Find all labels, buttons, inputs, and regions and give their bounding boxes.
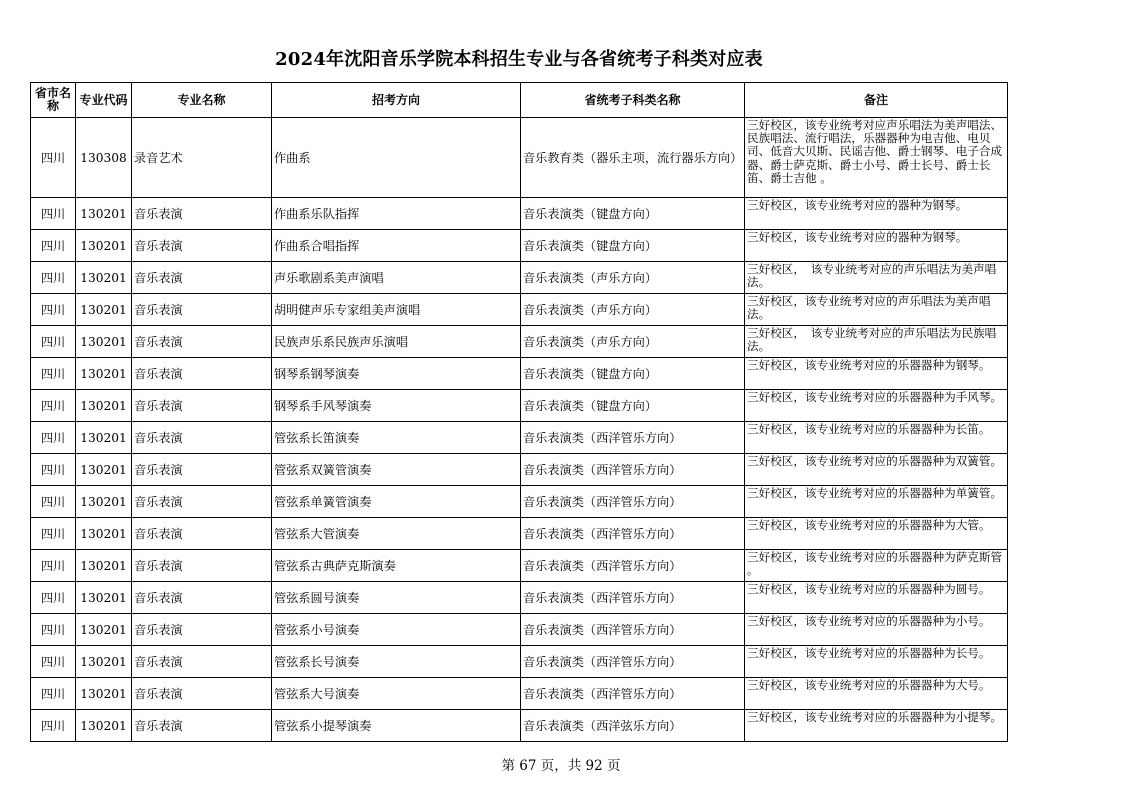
cell-direction: 管弦系大管演奏 <box>272 518 521 550</box>
cell-category: 音乐表演类（键盘方向） <box>521 198 745 230</box>
cell-category: 音乐教育类（器乐主项，流行器乐方向） <box>521 118 745 198</box>
table-row <box>31 422 1008 454</box>
cell-category: 音乐表演类（西洋管乐方向） <box>521 582 745 614</box>
cell-code: 130201 <box>76 422 132 454</box>
cell-code: 130201 <box>76 614 132 646</box>
header-name: 专业名称 <box>132 83 272 118</box>
page-title: 2024年沈阳音乐学院本科招生专业与各省统考子科类对应表 <box>275 49 763 70</box>
header-direction: 招考方向 <box>272 83 521 118</box>
cell-category: 音乐表演类（西洋管乐方向） <box>521 518 745 550</box>
cell-direction: 管弦系单簧管演奏 <box>272 486 521 518</box>
cell-name: 录音艺术 <box>132 118 272 198</box>
table-row <box>31 614 1008 646</box>
table-row <box>31 454 1008 486</box>
cell-name: 音乐表演 <box>132 646 272 678</box>
table-row <box>31 486 1008 518</box>
cell-code: 130201 <box>76 326 132 358</box>
cell-code: 130201 <box>76 358 132 390</box>
cell-category: 音乐表演类（西洋管乐方向） <box>521 614 745 646</box>
cell-code: 130201 <box>76 518 132 550</box>
cell-province: 四川 <box>31 422 76 454</box>
cell-note: 三好校区，该专业统考对应的乐器器种为长号。 <box>745 646 1008 678</box>
cell-direction: 作曲系 <box>272 118 521 198</box>
cell-province: 四川 <box>31 230 76 262</box>
cell-name: 音乐表演 <box>132 358 272 390</box>
cell-category: 音乐表演类（键盘方向） <box>521 390 745 422</box>
cell-province: 四川 <box>31 198 76 230</box>
cell-province: 四川 <box>31 614 76 646</box>
cell-code: 130201 <box>76 550 132 582</box>
cell-name: 音乐表演 <box>132 390 272 422</box>
cell-direction: 管弦系双簧管演奏 <box>272 454 521 486</box>
cell-name: 音乐表演 <box>132 262 272 294</box>
cell-note: 三好校区，该专业统考对应的乐器器种为小提琴。 <box>745 710 1008 742</box>
cell-note: 三好校区，该专业统考对应的乐器器种为萨克斯管 。 <box>745 550 1008 582</box>
header-note: 备注 <box>745 83 1008 118</box>
cell-note: 三好校区，该专业统考对应的器种为钢琴。 <box>745 198 1008 230</box>
cell-note: 三好校区，该专业统考对应的乐器器种为小号。 <box>745 614 1008 646</box>
cell-category: 音乐表演类（声乐方向） <box>521 262 745 294</box>
cell-code: 130201 <box>76 454 132 486</box>
table-row <box>31 230 1008 262</box>
cell-direction: 管弦系大号演奏 <box>272 678 521 710</box>
table-row <box>31 550 1008 582</box>
cell-direction: 声乐歌剧系美声演唱 <box>272 262 521 294</box>
cell-name: 音乐表演 <box>132 294 272 326</box>
cell-province: 四川 <box>31 710 76 742</box>
cell-name: 音乐表演 <box>132 550 272 582</box>
cell-name: 音乐表演 <box>132 422 272 454</box>
cell-name: 音乐表演 <box>132 230 272 262</box>
cell-name: 音乐表演 <box>132 454 272 486</box>
cell-code: 130201 <box>76 710 132 742</box>
table-row <box>31 518 1008 550</box>
cell-note: 三好校区，该专业统考对应的乐器器种为大管。 <box>745 518 1008 550</box>
cell-category: 音乐表演类（西洋管乐方向） <box>521 486 745 518</box>
cell-category: 音乐表演类（键盘方向） <box>521 358 745 390</box>
cell-direction: 管弦系长笛演奏 <box>272 422 521 454</box>
cell-note: 三好校区，该专业统考对应的乐器器种为钢琴。 <box>745 358 1008 390</box>
cell-name: 音乐表演 <box>132 614 272 646</box>
cell-province: 四川 <box>31 262 76 294</box>
cell-code: 130201 <box>76 198 132 230</box>
cell-note: 三好校区，该专业统考对应的器种为钢琴。 <box>745 230 1008 262</box>
cell-direction: 胡明健声乐专家组美声演唱 <box>272 294 521 326</box>
cell-note: 三好校区， 该专业统考对应的声乐唱法为美声唱法。 <box>745 262 1008 294</box>
cell-direction: 作曲系乐队指挥 <box>272 198 521 230</box>
cell-name: 音乐表演 <box>132 486 272 518</box>
table-row <box>31 390 1008 422</box>
cell-province: 四川 <box>31 518 76 550</box>
cell-note: 三好校区， 该专业统考对应的声乐唱法为民族唱法。 <box>745 326 1008 358</box>
cell-note: 三好校区，该专业统考对应声乐唱法为美声唱法、民族唱法、流行唱法，乐器器种为电吉他、电贝司、低音大贝斯、民谣吉他、爵士钢琴、电子合成器、爵士萨克斯、爵士小号、爵士长号、爵士长笛、爵士吉他 。 <box>745 118 1008 198</box>
cell-note: 三好校区，该专业统考对应的声乐唱法为美声唱法。 <box>745 294 1008 326</box>
cell-category: 音乐表演类（西洋管乐方向） <box>521 454 745 486</box>
cell-province: 四川 <box>31 678 76 710</box>
cell-direction: 钢琴系手风琴演奏 <box>272 390 521 422</box>
cell-province: 四川 <box>31 326 76 358</box>
cell-code: 130201 <box>76 582 132 614</box>
cell-direction: 作曲系合唱指挥 <box>272 230 521 262</box>
cell-name: 音乐表演 <box>132 198 272 230</box>
cell-name: 音乐表演 <box>132 518 272 550</box>
cell-code: 130201 <box>76 230 132 262</box>
cell-direction: 管弦系圆号演奏 <box>272 582 521 614</box>
table-row <box>31 678 1008 710</box>
page-number-footer: 第 67 页，共 92 页 <box>501 758 621 774</box>
cell-direction: 钢琴系钢琴演奏 <box>272 358 521 390</box>
admission-table <box>30 82 1008 742</box>
cell-category: 音乐表演类（键盘方向） <box>521 230 745 262</box>
cell-direction: 管弦系古典萨克斯演奏 <box>272 550 521 582</box>
cell-name: 音乐表演 <box>132 678 272 710</box>
table-row <box>31 582 1008 614</box>
cell-province: 四川 <box>31 454 76 486</box>
cell-code: 130201 <box>76 262 132 294</box>
cell-province: 四川 <box>31 486 76 518</box>
cell-code: 130201 <box>76 486 132 518</box>
cell-code: 130308 <box>76 118 132 198</box>
table-row <box>31 262 1008 294</box>
cell-direction: 民族声乐系民族声乐演唱 <box>272 326 521 358</box>
cell-name: 音乐表演 <box>132 326 272 358</box>
cell-note: 三好校区，该专业统考对应的乐器器种为圆号。 <box>745 582 1008 614</box>
cell-province: 四川 <box>31 646 76 678</box>
cell-category: 音乐表演类（西洋管乐方向） <box>521 550 745 582</box>
cell-note: 三好校区，该专业统考对应的乐器器种为单簧管。 <box>745 486 1008 518</box>
cell-category: 音乐表演类（西洋管乐方向） <box>521 422 745 454</box>
cell-province: 四川 <box>31 550 76 582</box>
cell-name: 音乐表演 <box>132 710 272 742</box>
cell-province: 四川 <box>31 294 76 326</box>
table-row <box>31 710 1008 742</box>
table-row <box>31 118 1008 198</box>
table-row <box>31 358 1008 390</box>
cell-note: 三好校区，该专业统考对应的乐器器种为长笛。 <box>745 422 1008 454</box>
cell-category: 音乐表演类（西洋管乐方向） <box>521 678 745 710</box>
table-row <box>31 646 1008 678</box>
table-row <box>31 198 1008 230</box>
cell-note: 三好校区，该专业统考对应的乐器器种为手风琴。 <box>745 390 1008 422</box>
cell-note: 三好校区，该专业统考对应的乐器器种为双簧管。 <box>745 454 1008 486</box>
cell-code: 130201 <box>76 390 132 422</box>
table-row <box>31 294 1008 326</box>
cell-category: 音乐表演类（西洋弦乐方向） <box>521 710 745 742</box>
cell-name: 音乐表演 <box>132 582 272 614</box>
cell-province: 四川 <box>31 118 76 198</box>
cell-province: 四川 <box>31 390 76 422</box>
cell-code: 130201 <box>76 294 132 326</box>
cell-category: 音乐表演类（声乐方向） <box>521 326 745 358</box>
cell-direction: 管弦系小提琴演奏 <box>272 710 521 742</box>
cell-province: 四川 <box>31 358 76 390</box>
cell-direction: 管弦系长号演奏 <box>272 646 521 678</box>
header-code: 专业代码 <box>76 83 132 118</box>
cell-code: 130201 <box>76 678 132 710</box>
header-province: 省市名称 <box>31 83 76 118</box>
cell-direction: 管弦系小号演奏 <box>272 614 521 646</box>
header-category: 省统考子科类名称 <box>521 83 745 118</box>
cell-note: 三好校区，该专业统考对应的乐器器种为大号。 <box>745 678 1008 710</box>
cell-category: 音乐表演类（西洋管乐方向） <box>521 646 745 678</box>
table-row <box>31 326 1008 358</box>
cell-province: 四川 <box>31 582 76 614</box>
cell-category: 音乐表演类（声乐方向） <box>521 294 745 326</box>
cell-code: 130201 <box>76 646 132 678</box>
table-header-row <box>31 83 1008 118</box>
